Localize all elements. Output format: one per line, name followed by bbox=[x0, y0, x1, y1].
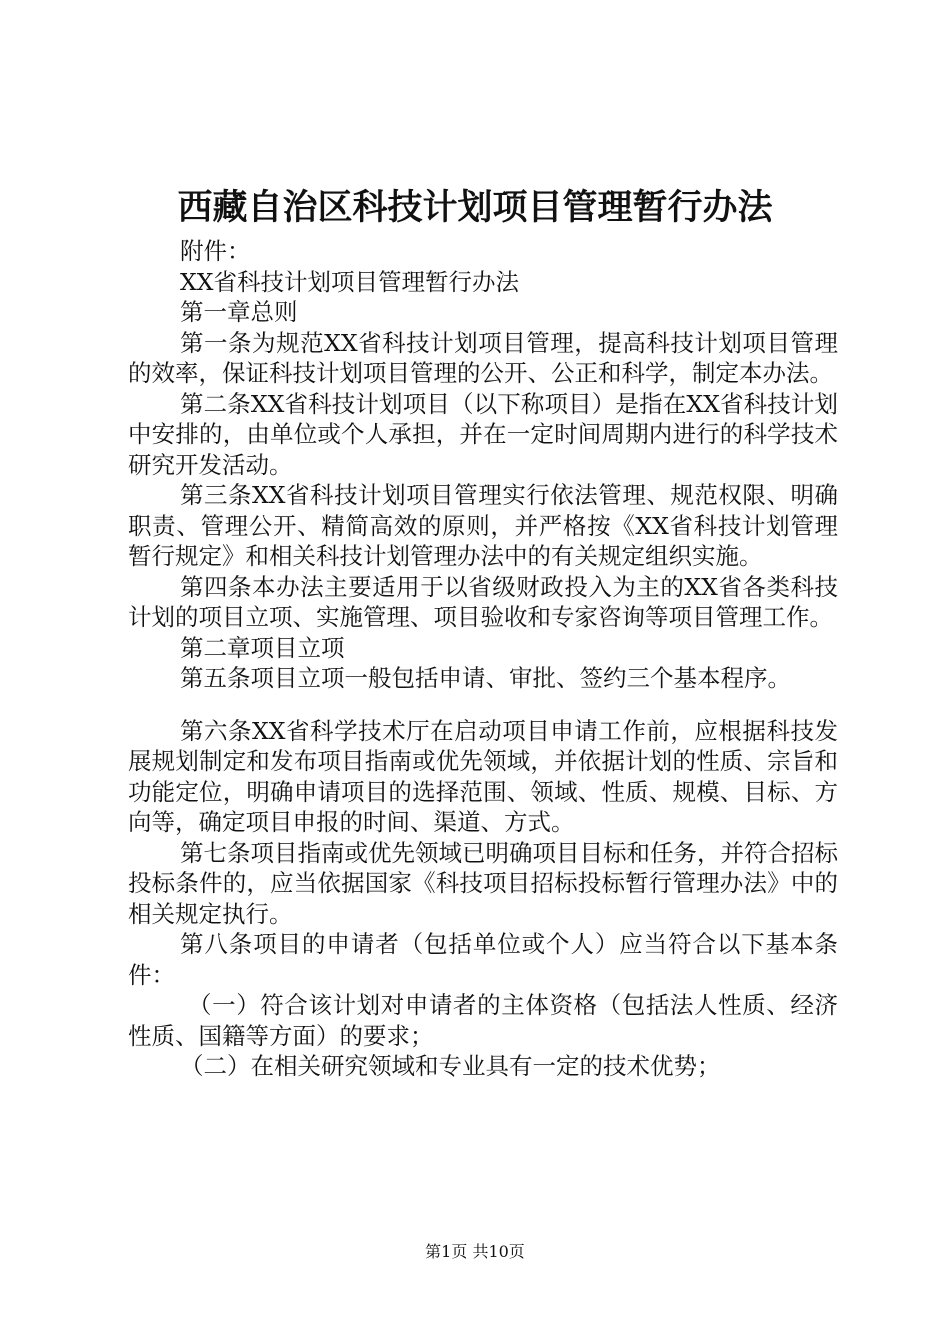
chapter-heading-2: 第二章项目立项 bbox=[180, 633, 345, 662]
paragraph-attachment: 附件： bbox=[180, 237, 251, 265]
article-8-item-1: （一）符合该计划对申请者的主体资格（包括法人性质、经济性质、国籍等方面）的要求； bbox=[128, 991, 838, 1050]
article-5: 第五条项目立项一般包括申请、审批、签约三个基本程序。 bbox=[180, 664, 791, 692]
article-7: 第七条项目指南或优先领域已明确项目目标和任务，并符合招标投标条件的，应当依据国家《科技项目招标投标暂行管理办法》中的相关规定执行。 bbox=[128, 838, 838, 928]
paragraph-subtitle: XX省科技计划项目管理暂行办法 bbox=[180, 267, 519, 296]
document-title: 西藏自治区科技计划项目管理暂行办法 bbox=[177, 187, 773, 228]
article-8: 第八条项目的申请者（包括单位或个人）应当符合以下基本条件： bbox=[128, 930, 838, 989]
article-2: 第二条XX省科技计划项目（以下称项目）是指在XX省科技计划中安排的，由单位或个人承担，并在一定时间周期内进行的科学技术研究开发活动。 bbox=[128, 389, 838, 479]
article-4: 第四条本办法主要适用于以省级财政投入为主的XX省各类科技计划的项目立项、实施管理、项目验收和专家咨询等项目管理工作。 bbox=[128, 572, 838, 631]
chapter-heading-1: 第一章总则 bbox=[180, 298, 298, 326]
document-body bbox=[128, 236, 838, 1082]
article-8-item-2: （二）在相关研究领域和专业具有一定的技术优势； bbox=[180, 1052, 721, 1080]
article-1: 第一条为规范XX省科技计划项目管理，提高科技计划项目管理的效率，保证科技计划项目管理的公开、公正和科学，制定本办法。 bbox=[128, 328, 838, 387]
article-3: 第三条XX省科技计划项目管理实行依法管理、规范权限、明确职责、管理公开、精简高效的原则，并严格按《XX省科技计划管理暂行规定》和相关科技计划管理办法中的有关规定组织实施。 bbox=[128, 481, 838, 570]
article-6: 第六条XX省科学技术厅在启动项目申请工作前，应根据科技发展规划制定和发布项目指南或优先领域，并依据计划的性质、宗旨和功能定位，明确申请项目的选择范围、领域、性质、规模、目标、方向等，确定项目申报的时间、渠道、方式。 bbox=[128, 716, 838, 836]
page-number: 第1页 共10页 bbox=[425, 1242, 525, 1261]
